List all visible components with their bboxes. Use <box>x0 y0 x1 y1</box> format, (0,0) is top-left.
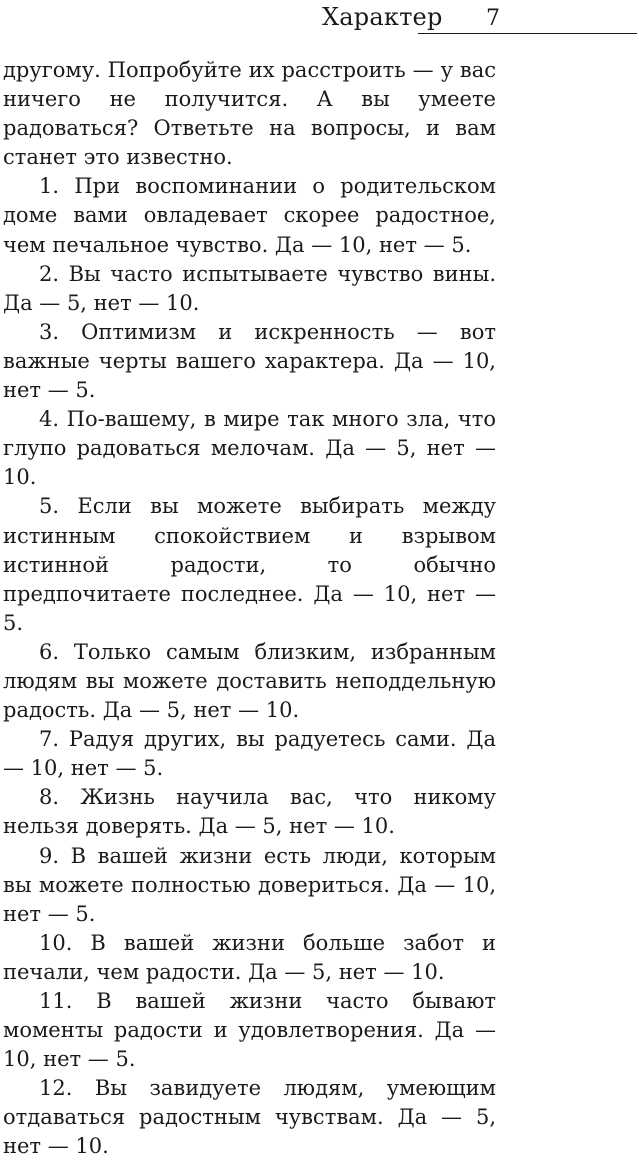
question-1: 1. При воспоминании о родительском доме вами овладевает скорее радостное, чем печальное чувство. Да — 10, нет — 5. <box>3 174 496 257</box>
body-text <box>3 56 496 1162</box>
question-10: 10. В вашей жизни больше забот и печали, чем радости. Да — 5, нет — 10. <box>3 930 496 984</box>
question-4: 4. По-вашему, в мире так много зла, что глупо радоваться мелочам. Да — 5, нет — 10. <box>3 407 496 490</box>
question-12: 12. Вы завидуете людям, умеющим отдаваться радостным чувствам. Да — 5, нет — 10. <box>3 1076 496 1159</box>
question-8: 8. Жизнь научила вас, что никому нельзя доверять. Да — 5, нет — 10. <box>3 785 496 839</box>
page-number: 7 <box>486 6 500 31</box>
header-rule <box>418 33 637 34</box>
page-header <box>0 0 639 44</box>
question-11: 11. В вашей жизни часто бывают моменты радости и удовлетворения. Да — 10, нет — 5. <box>3 989 496 1072</box>
question-6: 6. Только самым близким, избранным людям вы можете доставить неподдельную радость. Да — 5, нет — 10. <box>3 639 496 723</box>
question-2: 2. Вы часто испытываете чувство вины. Да — 5, нет — 10. <box>3 261 496 315</box>
paragraph-intro: другому. Попробуйте их расстроить — у вас ничего не получится. А вы умеете радоваться? Ответьте на вопросы, и вам станет это известно. <box>3 58 496 170</box>
running-title: Характер <box>322 3 443 31</box>
question-7: 7. Радуя других, вы радуетесь сами. Да — 10, нет — 5. <box>3 727 496 781</box>
question-5: 5. Если вы можете выбирать между истинным спокойствием и взрывом истинной радости, то обычно предпочитаете последнее. Да — 10, нет — 5. <box>3 494 496 635</box>
question-3: 3. Оптимизм и искренность — вот важные черты вашего характера. Да — 10, нет — 5. <box>3 319 496 403</box>
question-9: 9. В вашей жизни есть люди, которым вы можете полностью довериться. Да — 10, нет — 5. <box>3 843 496 926</box>
